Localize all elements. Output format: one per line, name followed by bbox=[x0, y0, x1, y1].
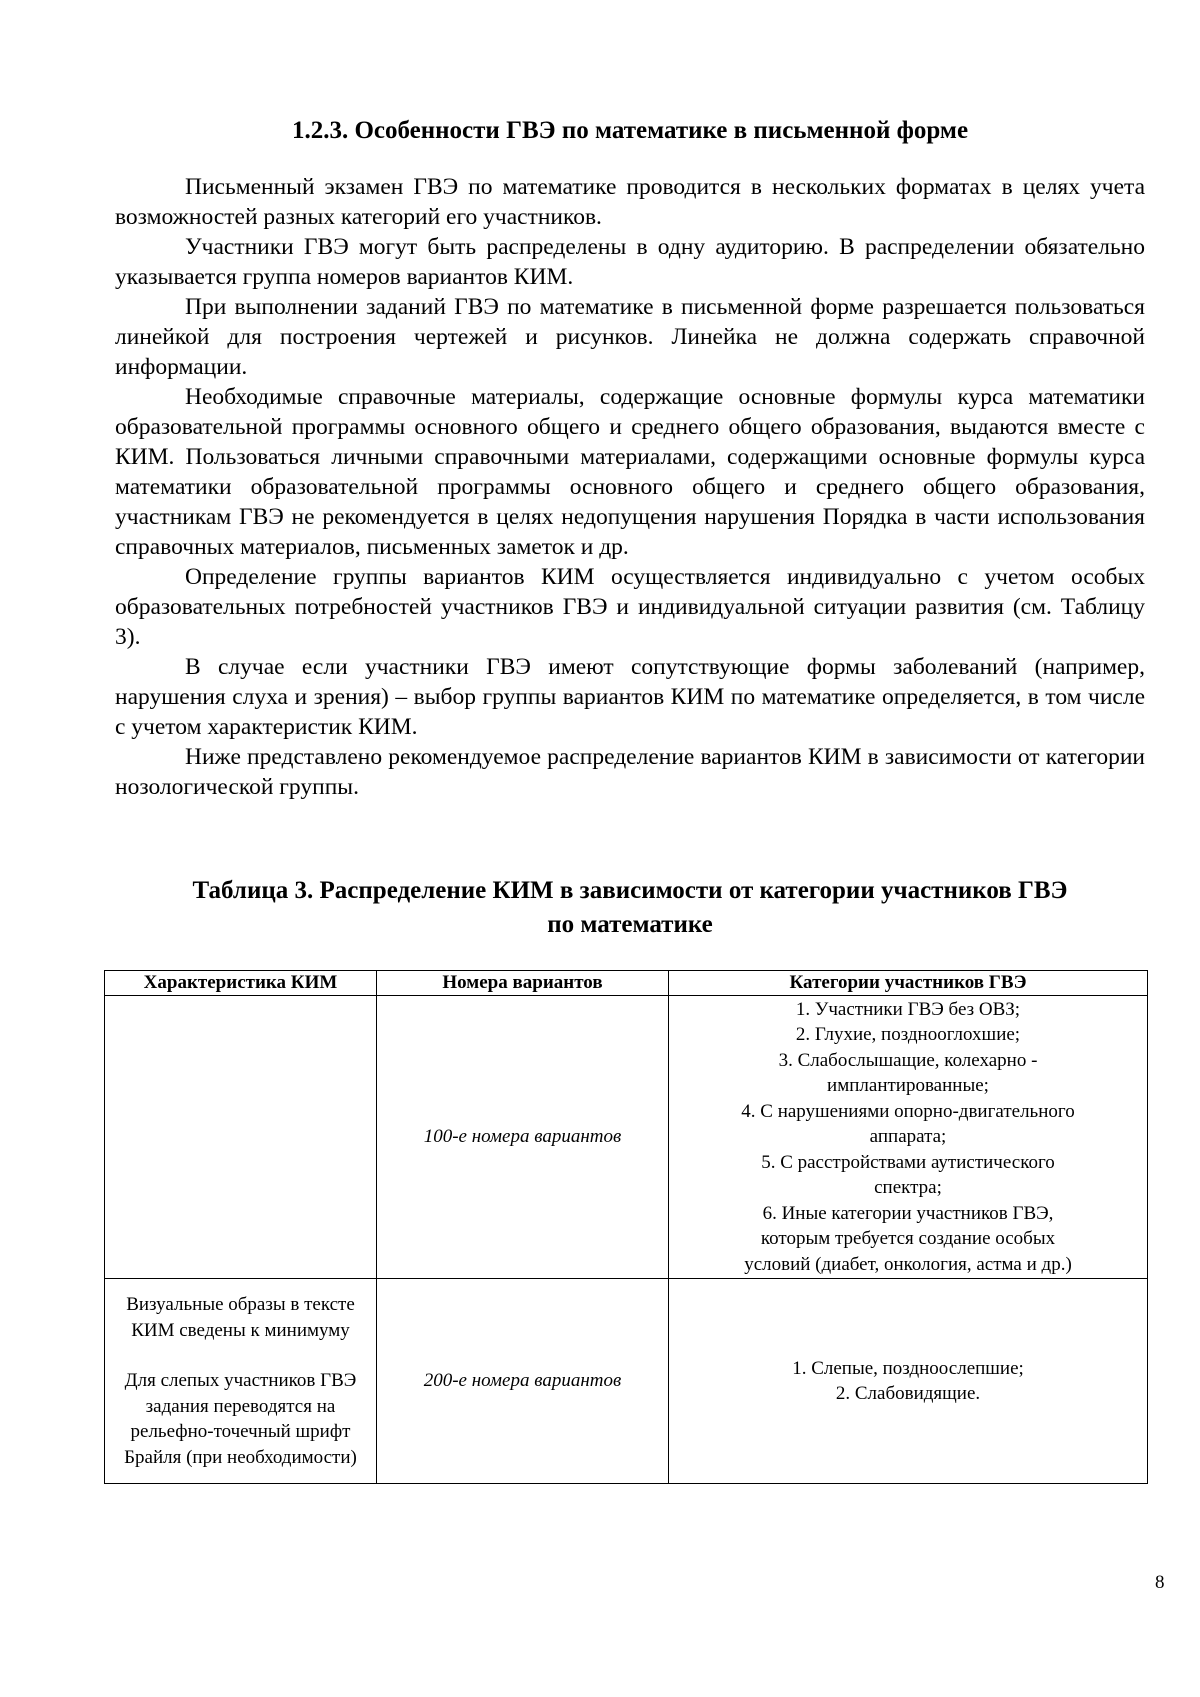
category-line: имплантированные; bbox=[827, 1075, 989, 1097]
paragraph-6: В случае если участники ГВЭ имеют сопутствующие формы заболеваний (например, нарушения слуха и зрения) – выбор группы вариантов КИМ по математике определяется, в том числе с учетом характеристик КИМ. bbox=[115, 654, 1145, 740]
category-line: аппарата; bbox=[869, 1126, 947, 1148]
cell-variants: 100-е номера вариантов bbox=[377, 996, 669, 1279]
category-line: которым требуется создание особых bbox=[760, 1228, 1056, 1250]
category-line: 1. Участники ГВЭ без ОВЗ; bbox=[795, 998, 1021, 1020]
table-row bbox=[105, 1279, 1148, 1484]
characteristic-spacer bbox=[111, 1343, 370, 1368]
paragraph-1: Письменный экзамен ГВЭ по математике проводится в нескольких форматах в целях учета возможностей разных категорий его участников. bbox=[115, 174, 1145, 230]
category-line: 4. С нарушениями опорно-двигательного bbox=[741, 1100, 1075, 1122]
paragraph-3: При выполнении заданий ГВЭ по математике в письменной форме разрешается пользоваться линейкой для построения чертежей и рисунков. Линейка не должна содержать справочной информации. bbox=[115, 294, 1145, 380]
cell-characteristic bbox=[105, 1279, 377, 1484]
category-line: 3. Слабослышащие, колехарно - bbox=[778, 1049, 1038, 1071]
cell-variants: 200-е номера вариантов bbox=[377, 1279, 669, 1484]
category-line: 6. Иные категории участников ГВЭ, bbox=[762, 1202, 1054, 1224]
page-number: 8 bbox=[1155, 1572, 1165, 1593]
category-line: 2. Слабовидящие. bbox=[835, 1383, 981, 1404]
paragraph-5: Определение группы вариантов КИМ осуществляется индивидуально с учетом особых образовательных потребностей участников ГВЭ и индивидуальной ситуации развития (см. Таблицу 3). bbox=[115, 564, 1145, 650]
paragraph-2: Участники ГВЭ могут быть распределены в одну аудиторию. В распределении обязательно указывается группа номеров вариантов КИМ. bbox=[115, 234, 1145, 290]
characteristic-text-2: Для слепых участников ГВЭ задания переводятся на рельефно-точечный шрифт Брайля (при необходимости) bbox=[124, 1370, 357, 1468]
category-line: 2. Глухие, позднооглохшие; bbox=[795, 1024, 1021, 1046]
table-title-line-1: Таблица 3. Распределение КИМ в зависимости от категории участников ГВЭ bbox=[192, 877, 1068, 904]
section-heading: 1.2.3. Особенности ГВЭ по математике в письменной форме bbox=[291, 117, 969, 144]
cell-categories bbox=[669, 996, 1148, 1279]
paragraph-4: Необходимые справочные материалы, содержащие основные формулы курса математики образовательной программы основного общего и среднего общего образования, выдаются вместе с КИМ. Пользоваться личными справочными материалами, содержащими основные формулы курса математики образовательной программы основного общего и среднего общего образования, участникам ГВЭ не рекомендуется в целях недопущения нарушения Порядка в части использования справочных материалов, письменных заметок и др. bbox=[115, 384, 1145, 560]
header-kim-characteristic: Характеристика КИМ bbox=[105, 971, 377, 996]
body-text bbox=[115, 172, 1145, 802]
table-row bbox=[105, 996, 1148, 1279]
characteristic-text-1: Визуальные образы в тексте КИМ сведены к минимуму bbox=[126, 1294, 355, 1341]
cell-characteristic bbox=[105, 996, 377, 1279]
header-variant-numbers: Номера вариантов bbox=[377, 971, 669, 996]
paragraph-7: Ниже представлено рекомендуемое распределение вариантов КИМ в зависимости от категории нозологической группы. bbox=[115, 744, 1145, 800]
kim-distribution-table bbox=[104, 970, 1148, 1484]
table-header-row bbox=[105, 971, 1148, 996]
table-title bbox=[115, 874, 1145, 942]
header-participant-categories: Категории участников ГВЭ bbox=[669, 971, 1148, 996]
category-line: условий (диабет, онкология, астма и др.) bbox=[744, 1253, 1072, 1275]
table-title-line-2: по математике bbox=[547, 911, 713, 938]
category-line: 1. Слепые, поздноослепшие; bbox=[792, 1357, 1024, 1379]
category-line: 5. С расстройствами аутистического bbox=[761, 1151, 1055, 1173]
category-line: спектра; bbox=[874, 1177, 942, 1199]
cell-categories bbox=[669, 1279, 1148, 1484]
